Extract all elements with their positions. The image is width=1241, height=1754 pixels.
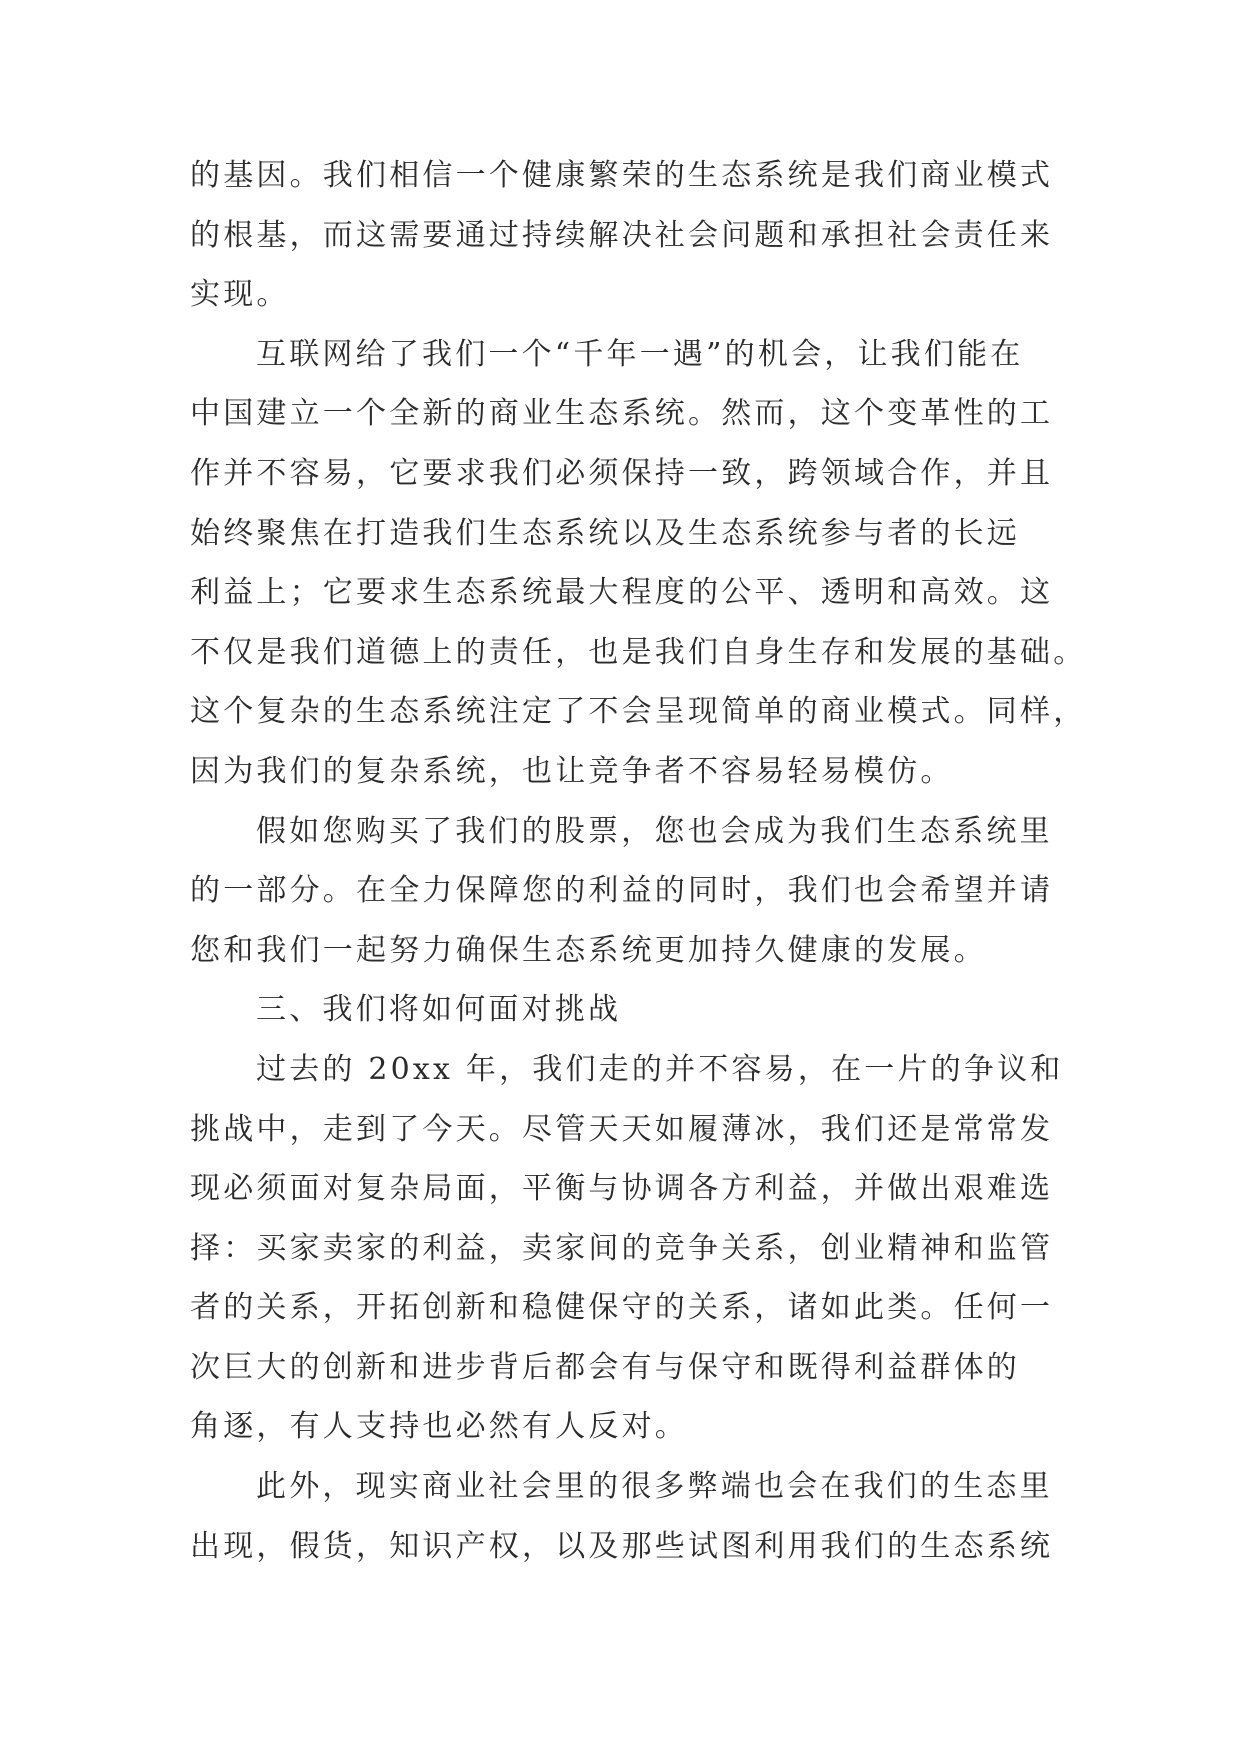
text-line: 假如您购买了我们的股票，您也会成为我们生态系统里 [256, 813, 1053, 849]
text-line: 因为我们的复杂系统，也让竞争者不容易轻易模仿。 [190, 753, 954, 789]
text-line: 始终聚焦在打造我们生态系统以及生态系统参与者的长远 [190, 515, 1020, 551]
text-line: 此外，现实商业社会里的很多弊端也会在我们的生态里 [256, 1469, 1053, 1505]
document-body [190, 157, 1087, 1587]
text-line: 次巨大的创新和进步背后都会有与保守和既得利益群体的 [190, 1349, 1020, 1385]
text-line: 过去的 20xx 年，我们走的并不容易，在一片的争议和 [256, 1051, 1064, 1087]
text-line: 择：买家卖家的利益，卖家间的竞争关系，创业精神和监管 [190, 1230, 1054, 1266]
text-line: 现必须面对复杂局面，平衡与协调各方利益，并做出艰难选 [190, 1171, 1054, 1207]
text-line: 的根基，而这需要通过持续解决社会问题和承担社会责任来 [190, 217, 1054, 253]
text-line: 出现，假货，知识产权，以及那些试图利用我们的生态系统 [190, 1528, 1054, 1564]
text-line: 挑战中，走到了今天。尽管天天如履薄冰，我们还是常常发 [190, 1111, 1054, 1147]
text-line: 者的关系，开拓创新和稳健保守的关系，诸如此类。任何一 [190, 1290, 1054, 1326]
text-line: 的一部分。在全力保障您的利益的同时，我们也会希望并请 [190, 873, 1054, 909]
text-line: 的基因。我们相信一个健康繁荣的生态系统是我们商业模式 [190, 158, 1054, 193]
section-heading: 三、我们将如何面对挑战 [256, 992, 622, 1028]
text-line: 角逐，有人支持也必然有人反对。 [190, 1409, 688, 1445]
text-line: 中国建立一个全新的商业生态系统。然而，这个变革性的工 [190, 396, 1054, 432]
text-line: 不仅是我们道德上的责任，也是我们自身生存和发展的基础。 [190, 634, 1087, 670]
text-line: 这个复杂的生态系统注定了不会呈现简单的商业模式。同样， [190, 694, 1087, 730]
text-line: 作并不容易，它要求我们必须保持一致，跨领域合作，并且 [190, 455, 1054, 491]
text-line: 互联网给了我们一个“千年一遇”的机会，让我们能在 [256, 336, 1024, 372]
text-line: 利益上；它要求生态系统最大程度的公平、透明和高效。这 [190, 575, 1054, 611]
text-line: 实现。 [190, 277, 290, 313]
text-line: 您和我们一起努力确保生态系统更加持久健康的发展。 [190, 932, 987, 968]
